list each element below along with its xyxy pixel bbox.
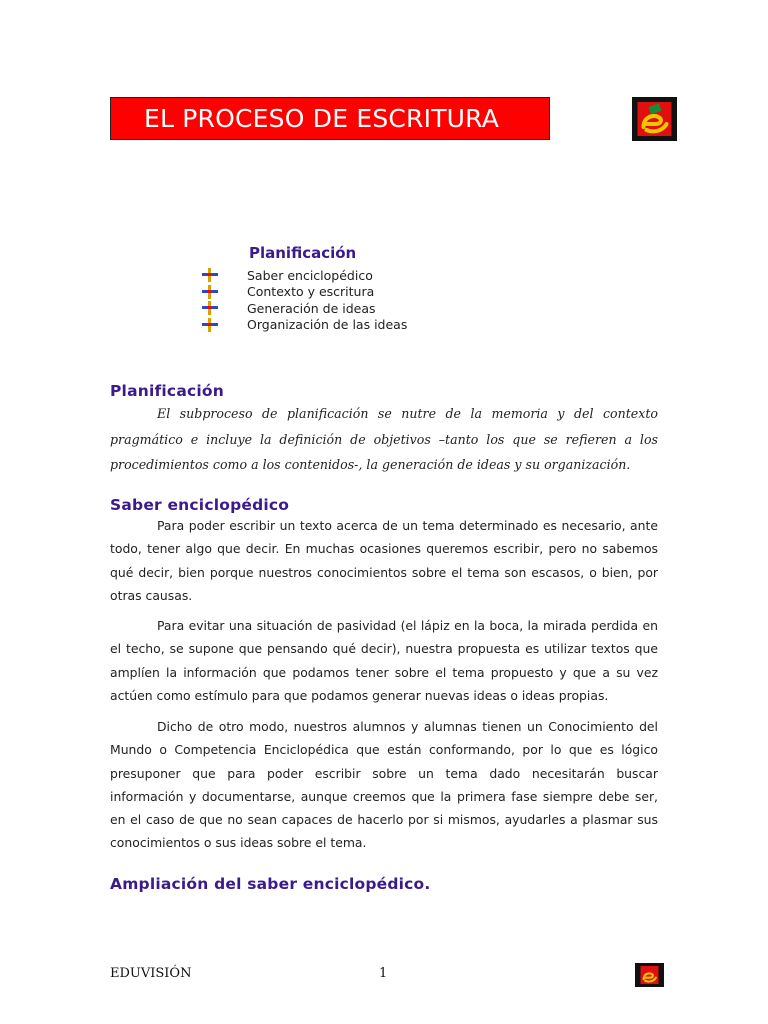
toc-heading: Planificación xyxy=(249,244,357,262)
eduvision-logo-icon xyxy=(632,97,677,141)
cross-bullet-icon xyxy=(200,317,247,333)
paragraph-saber-2: Para evitar una situación de pasividad (el lápiz en la boca, la mirada perdida en el techo, se supone que pensando qué decir), nuestra propuesta es utilizar textos que amplíen la información que podamos tener sobre el tema propuesto y que a su vez actúen como estímulo para que podamos generar nuevas ideas o ideas propias. xyxy=(110,618,658,703)
paragraph-saber-1: Para poder escribir un texto acerca de un tema determinado es necesario, ante todo, tener algo que decir. En muchas ocasiones queremos escribir, pero no sabemos qué decir, bien porque nuestros conocimientos sobre el tema son escasos, o bien, por otras causas. xyxy=(110,518,658,603)
cross-bullet-icon xyxy=(200,284,247,300)
toc-item xyxy=(200,317,407,334)
toc-item xyxy=(200,284,407,301)
toc-item xyxy=(200,267,407,284)
section-heading-planificacion: Planificación xyxy=(110,382,224,400)
section-heading-saber: Saber enciclopédico xyxy=(110,496,290,514)
footer-brand: EDUVISIÓN xyxy=(110,966,192,981)
toc-item-label: Organización de las ideas xyxy=(247,317,408,333)
paragraph-planificacion: El subproceso de planificación se nutre de la memoria y del contexto pragmático e incluye la definición de objetivos –tanto los que se refieren a los procedimientos como a los contenidos-, la generación de ideas y su organización. xyxy=(110,406,658,472)
toc-item-label: Contexto y escritura xyxy=(247,284,375,300)
eduvision-logo-icon xyxy=(635,963,664,987)
page-number: 1 xyxy=(379,966,388,981)
paragraph-saber-3: Dicho de otro modo, nuestros alumnos y alumnas tienen un Conocimiento del Mundo o Competencia Enciclopédica que están conformando, por lo que es lógico presuponer que para poder escribir sobre un tema dado necesitarán buscar información y documentarse, aunque creemos que la primera fase siempre debe ser, en el caso de que no sean capaces de hacerlo por si mismos, ayudarles a plasmar sus conocimientos o sus ideas sobre el tema. xyxy=(110,719,658,851)
toc-item xyxy=(200,300,407,317)
toc-item-label: Saber enciclopédico xyxy=(247,267,373,283)
toc-item-label: Generación de ideas xyxy=(247,300,376,316)
page-title: EL PROCESO DE ESCRITURA xyxy=(110,97,550,140)
section-heading-ampliacion: Ampliación del saber enciclopédico. xyxy=(110,875,431,893)
toc-list xyxy=(200,267,407,333)
cross-bullet-icon xyxy=(200,300,247,316)
cross-bullet-icon xyxy=(200,267,247,283)
